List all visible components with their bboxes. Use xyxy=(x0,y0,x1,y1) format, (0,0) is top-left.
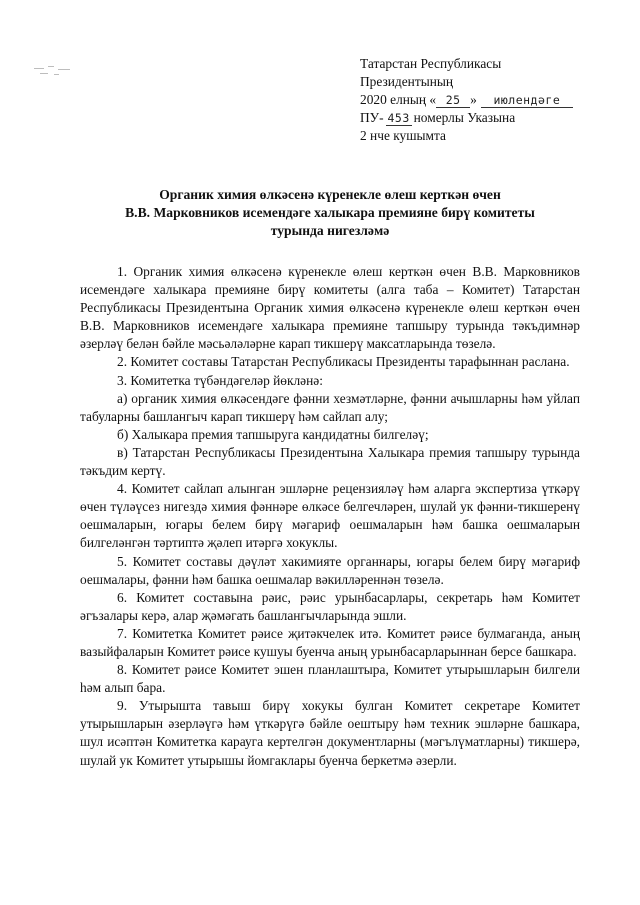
handwritten-decree-number: 453 xyxy=(387,111,410,125)
paragraph-8: 8. Комитет рәисе Комитет эшен планлаштыра, Комитет утырышларын билгели һәм алып бара. xyxy=(80,662,580,696)
attachment-line-1: Татарстан Республикасы xyxy=(360,56,502,71)
paragraph-9: 9. Утырышта тавыш бирү хокукы булган Комитет секретаре Комитет утырышларын әзерләүгә һәм үткәрүгә бәйле оештыру һәм техник эшләрне башкара, шул исәптән Комитетка карауга кертелгән документларны (мәгълүматларны) тикшерә, шулай ук Комитет утырышы йомгаклары буенча беркетмә әзерли. xyxy=(80,698,580,768)
attachment-decree-prefix: ПУ- xyxy=(360,110,384,125)
title-line-3: турында нигезләмә xyxy=(270,223,390,238)
attachment-date-prefix: 2020 елның « xyxy=(360,92,437,107)
paragraph-3c: в) Татарстан Республикасы Президентына Халыкара премия тапшыру турында тәкъдим кертү. xyxy=(80,444,580,479)
paragraph-6: 6. Комитет составына рәис, рәис урынбасарлары, секретарь һәм Комитет әгъзалары керә, алар җәмәгать башлангычларында эшли. xyxy=(80,589,580,623)
handwritten-day: 25 xyxy=(436,93,470,108)
paragraph-1: 1. Органик химия өлкәсенә күренекле өлеш керткән өчен В.В. Марковников исемендәге халыкара премияне бирү комитеты (алга таба – Комитет) Татарстан Республикасы Президентына Органик химия өлкәсенә күренекле өлеш керткән өчен В.В. Марковников исемендәге халыкара премияне тапшыру турында тәкъдимнәр әзерләү белән бәйле мәсьәләләрне карап тикшерү максатларында төзелә. xyxy=(80,264,580,352)
attachment-line-2: Президентының xyxy=(360,74,454,89)
attachment-header xyxy=(360,55,620,145)
document-body xyxy=(80,263,580,770)
document-title xyxy=(80,186,580,240)
paragraph-5: 5. Комитет составы дәүләт хакимияте органнары, югары белем бирү мәгариф оешмалары, фәнни һәм башка оешмалар вәкилләреннән төзелә. xyxy=(80,553,580,587)
title-line-2: В.В. Марковников исемендәге халыкара премияне бирү комитеты xyxy=(125,205,535,220)
paragraph-3: 3. Комитетка түбәндәгеләр йөкләнә: xyxy=(117,372,323,388)
paragraph-2: 2. Комитет составы Татарстан Республикасы Президенты тарафыннан раслана. xyxy=(117,354,570,370)
paragraph-3a: а) органик химия өлкәсендәге фәнни хезмәтләрне, фәнни ачышларны һәм уйлап табуларны башлангыч карап тикшерү һәм сайлап алу; xyxy=(80,390,580,424)
title-line-1: Органик химия өлкәсенә күренекле өлеш керткән өчен xyxy=(159,187,501,202)
attachment-decree-suffix: номерлы Указына xyxy=(413,110,516,125)
attachment-line-5: 2 нче кушымта xyxy=(360,128,446,143)
attachment-line-4 xyxy=(360,109,620,127)
attachment-date-mid: » xyxy=(470,92,477,107)
paragraph-3b: б) Халыкара премия тапшыруга кандидатны билгеләү; xyxy=(117,426,429,442)
paragraph-7: 7. Комитетка Комитет рәисе җитәкчелек итә. Комитет рәисе булмаганда, аның вазыйфаларын Комитет рәисе кушуы буенча аның урынбасарларыннан берсе башкара. xyxy=(80,625,580,659)
paragraph-4: 4. Комитет сайлап алынган эшләрне рецензияләү һәм аларга экспертиза үткәрү өчен түләүсез нигездә химия фәннәре өлкәсе белгечләрен, шулай ук фәнни-тикшеренү оешмаларын, югары белем бирү мәгариф оешмаларын һәм башка оешмаларын билгеләнгән тәртиптә җәлеп итәргә хокуклы. xyxy=(80,481,580,551)
attachment-line-3 xyxy=(360,91,620,109)
handwritten-month: июлендәге xyxy=(481,93,573,108)
scan-artifact xyxy=(34,66,78,76)
